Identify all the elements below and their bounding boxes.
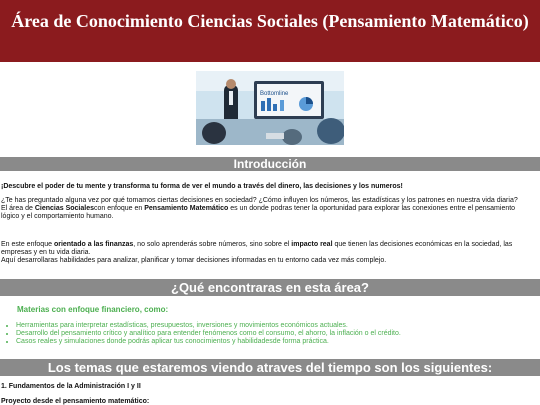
topic-1: 1. Fundamentos de la Administración I y II — [1, 383, 141, 390]
subjects-title: Materias con enfoque financiero, como: — [17, 305, 169, 314]
intro-paragraph-1 — [1, 197, 531, 221]
finance-text: En este enfoque orientado a las finanzas, no solo aprenderás sobre números, sino sobre el impacto real que tienen las decisiones económicas en la sociedad, las empresas y en tu vida diaria. — [1, 241, 513, 256]
list-item: • Desarrollo del pensamiento crítico y analítico para entender fenómenos como el consumo, el ahorro, la inflación o el crédito. — [16, 330, 401, 338]
intro-area-text: El área de Ciencias Socialescon enfoque en Pensamiento Matemático es un donde podras tener la oportunidad para explorar las conexiones entre el pensamiento lógico y el comportamiento humano. — [1, 205, 516, 220]
topic-1-subtitle: Proyecto desde el pensamiento matemático: — [1, 398, 150, 405]
section-title-what: ¿Qué encontraras en esta área? — [0, 279, 540, 296]
screen-label: Bottomline — [260, 91, 289, 97]
section-title-topics: Los temas que estaremos viendo atraves del tiempo son los siguientes: — [0, 359, 540, 376]
intro-paragraph-2 — [1, 241, 531, 265]
list-item: • Casos reales y simulaciones donde podrás aplicar tus conocimientos y habilidadesde forma práctica. — [16, 338, 401, 346]
lead-text: ¡Descubre el poder de tu mente y transforma tu forma de ver el mundo a través del dinero, las decisiones y los numeros! — [1, 183, 403, 190]
subjects-list — [8, 322, 401, 346]
intro-question: ¿Te has preguntado alguna vez por qué tomamos ciertas decisiones en sociedad? ¿Cómo influyen los números, las estadísticas y los patrones en nuestra vida diaria? — [1, 197, 518, 204]
page-header — [0, 0, 540, 62]
section-title-introduction: Introducción — [0, 157, 540, 171]
hero-image — [196, 71, 344, 145]
page-title: Área de Conocimiento Ciencias Sociales (Pensamiento Matemático) — [11, 11, 529, 31]
skills-text: Aquí desarrollaras habilidades para analizar, planificar y tomar decisiones informadas en tu entorno cada vez más complejo. — [1, 257, 387, 264]
list-item: • Herramientas para interpretar estadísticas, presupuestos, inversiones y movimientos económicos actuales. — [16, 322, 401, 330]
